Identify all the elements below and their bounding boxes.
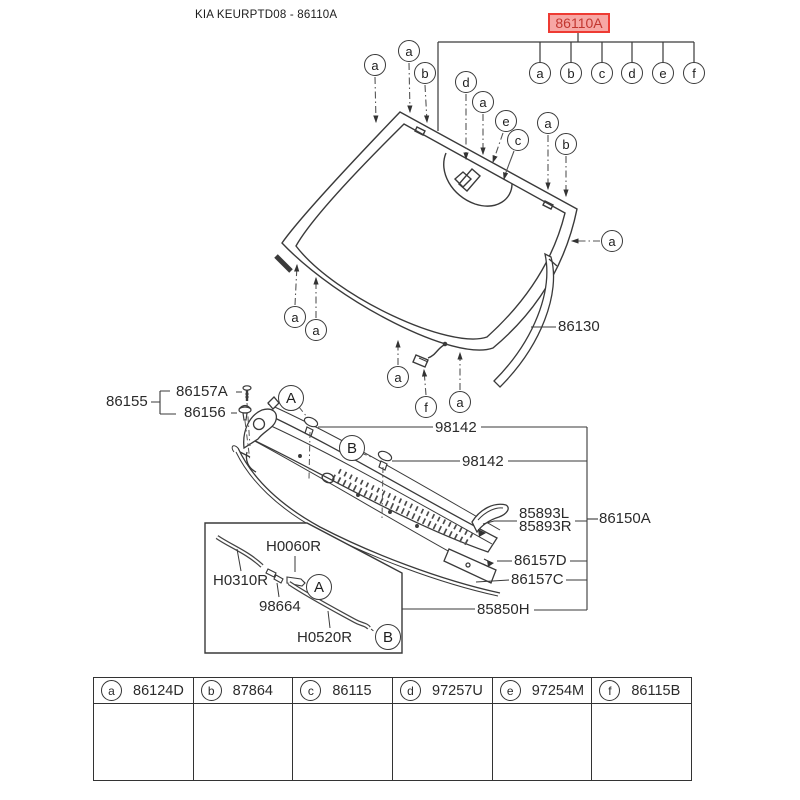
callout-circle: e xyxy=(495,110,517,132)
legend-circle-c: c xyxy=(591,62,613,84)
table-letter-c: c xyxy=(300,680,321,701)
label-86150A: 86150A xyxy=(599,510,651,527)
part-icon-87864 xyxy=(194,704,293,780)
label-86155: 86155 xyxy=(106,393,148,410)
legend-circle-b: b xyxy=(560,62,582,84)
label-85893R: 85893R xyxy=(519,518,572,535)
table-part-97257U: 97257U xyxy=(432,682,483,699)
screw-and-clip-icons xyxy=(239,386,251,420)
label-86156: 86156 xyxy=(184,404,226,421)
label-H0060R: H0060R xyxy=(266,538,322,555)
table-part-86124D: 86124D xyxy=(133,682,184,699)
callout-circle: a xyxy=(537,112,559,134)
label-98664: 98664 xyxy=(259,598,301,615)
part-icon-86115 xyxy=(293,704,392,780)
table-column-a[interactable] xyxy=(94,678,194,780)
callout-circle: a xyxy=(449,391,471,413)
label-86157A: 86157A xyxy=(176,383,228,400)
callout-circle: d xyxy=(455,71,477,93)
callout-circle-A: A xyxy=(278,385,304,411)
label-98142-upper: 98142 xyxy=(435,419,477,436)
label-86130: 86130 xyxy=(558,318,600,335)
label-86157C: 86157C xyxy=(511,571,564,588)
part-icon-97257U xyxy=(393,704,492,780)
label-H0520R: H0520R xyxy=(297,629,353,646)
table-part-86115B: 86115B xyxy=(631,682,681,699)
label-85893L: 85893L xyxy=(519,505,570,522)
part-icon-86124D xyxy=(94,704,193,780)
label-98142-lower: 98142 xyxy=(462,453,504,470)
callout-circle: a xyxy=(472,91,494,113)
table-column-b[interactable] xyxy=(194,678,294,780)
table-letter-b: b xyxy=(201,680,222,701)
callout-circle-B: B xyxy=(375,624,401,650)
highlighted-part-number[interactable]: 86110A xyxy=(548,13,610,33)
callout-circle-B: B xyxy=(339,435,365,461)
legend-circle-e: e xyxy=(652,62,674,84)
callout-circle: c xyxy=(507,129,529,151)
callout-circle: a xyxy=(284,306,306,328)
table-column-c[interactable] xyxy=(293,678,393,780)
callout-circle: b xyxy=(414,62,436,84)
parts-legend-table xyxy=(93,677,692,781)
table-column-d[interactable] xyxy=(393,678,493,780)
table-part-97254M: 97254M xyxy=(531,682,585,699)
callout-circle: f xyxy=(415,396,437,418)
table-letter-f: f xyxy=(599,680,620,701)
callout-circle: a xyxy=(364,54,386,76)
callout-circle: a xyxy=(387,366,409,388)
table-part-86115: 86115 xyxy=(332,682,372,699)
callout-circle-A: A xyxy=(306,574,332,600)
callout-circle: a xyxy=(305,319,327,341)
page-title: KIA KEURPTD08 - 86110A xyxy=(195,9,338,21)
callout-circle: a xyxy=(601,230,623,252)
table-letter-e: e xyxy=(500,680,521,701)
label-85850H: 85850H xyxy=(477,601,530,618)
legend-circle-d: d xyxy=(621,62,643,84)
table-letter-a: a xyxy=(101,680,122,701)
part-icon-97254M xyxy=(493,704,592,780)
legend-circle-a: a xyxy=(529,62,551,84)
table-column-e[interactable] xyxy=(493,678,593,780)
table-part-87864: 87864 xyxy=(232,682,273,699)
label-86157D: 86157D xyxy=(514,552,567,569)
table-letter-d: d xyxy=(400,680,421,701)
legend-circle-f: f xyxy=(683,62,705,84)
table-column-f[interactable] xyxy=(592,678,691,780)
callout-circle: a xyxy=(398,40,420,62)
part-icon-86115B xyxy=(592,704,691,780)
label-H0310R: H0310R xyxy=(213,572,269,589)
callout-circle: b xyxy=(555,133,577,155)
